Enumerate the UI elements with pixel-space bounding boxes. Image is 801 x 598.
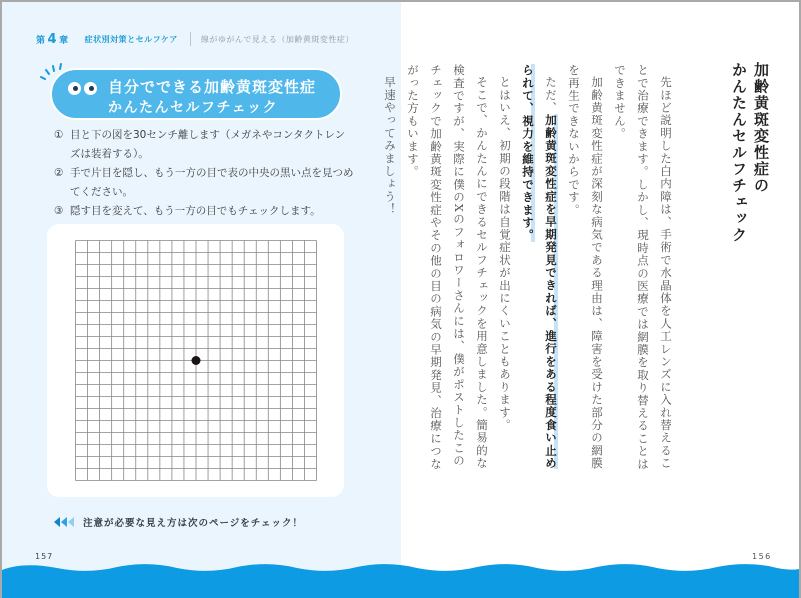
article-body — [378, 64, 677, 474]
step-text: 隠す目を変えて、もう一方の目でもチェックします。 — [70, 205, 321, 217]
body-paragraph: 加齢黄斑変性症が深刻な病気である理由は、障害を受けた部分の網膜を再生できないからです。 — [567, 64, 604, 470]
section-title: 線がゆがんで見える（加齢黄斑変性症） — [200, 34, 354, 44]
title-line-1: 自分でできる加齢黄斑変性症 — [108, 78, 317, 96]
body-paragraph: とはいえ、初期の段階は自覚症状が出にくいこともあります。 — [498, 75, 512, 432]
next-page-hint-text: 注意が必要な見え方は次のページをチェック！ — [83, 518, 304, 529]
chapter-number: 4 — [47, 31, 58, 47]
frame-border — [0, 0, 801, 2]
step-text: 手で片目を隠し、もう一方の目で表の中央の黒い点を見つめてください。 — [70, 167, 354, 198]
step-number: ① — [54, 129, 64, 141]
frame-border — [0, 0, 2, 598]
amsler-grid — [75, 240, 317, 481]
heading-line-1: 加齢黄斑変性症の — [752, 62, 770, 194]
step-item — [54, 126, 354, 164]
body-paragraph: 先ほど説明した白内障は、手術で水晶体を人工レンズに入れ替えることで治療できます。しかし、現時点の医療では網膜を取り替えることはできません。 — [613, 64, 673, 471]
next-page-hint — [54, 515, 303, 529]
step-item — [54, 202, 354, 221]
step-number: ③ — [54, 205, 64, 217]
running-header — [36, 32, 354, 46]
title-line-2: かんたんセルフチェック — [108, 100, 279, 116]
chapter-title: 症状別対策とセルフケア — [84, 34, 178, 44]
page-number-left: 157 — [35, 552, 54, 561]
heading-line-2: かんたんセルフチェック — [730, 62, 748, 244]
highlighted-text: 加齢黄斑変性症を早期発見できれば、進行をある程度食い止められて、視力を維持できます。 — [521, 64, 558, 470]
amsler-grid-card — [47, 224, 344, 497]
page-number-right: 156 — [752, 552, 772, 561]
step-number: ② — [54, 167, 64, 179]
article-heading — [728, 62, 772, 322]
chapter-label: 第 4 章 — [36, 31, 69, 47]
wave-footer — [2, 562, 799, 598]
body-paragraph: 早速やってみましょう！ — [383, 75, 397, 216]
left-page — [2, 2, 401, 598]
body-paragraph: ただ、加齢黄斑変性症を早期発見できれば、進行をある程度食い止められて、視力を維持できます。 — [521, 64, 558, 470]
body-paragraph: そこで、かんたんにできるセルフチェックを用意しました。簡易的な検査ですが、実際に僕のXのフォロワーさんには、僕がポストしたこのチェックで加齢黄斑変性症やその他の目の病気の早期発見、治療につながった方もいます。 — [406, 64, 489, 471]
step-item — [54, 164, 354, 202]
step-text: 目と下の図を30センチ離します（メガネやコンタクトレンズは装着する）。 — [70, 129, 346, 160]
instruction-steps — [54, 126, 354, 221]
eyes-icon — [68, 82, 97, 95]
title-banner — [38, 60, 348, 122]
title-pill — [50, 68, 342, 120]
header-divider — [190, 32, 191, 46]
triple-chevron-left-icon — [54, 517, 75, 527]
